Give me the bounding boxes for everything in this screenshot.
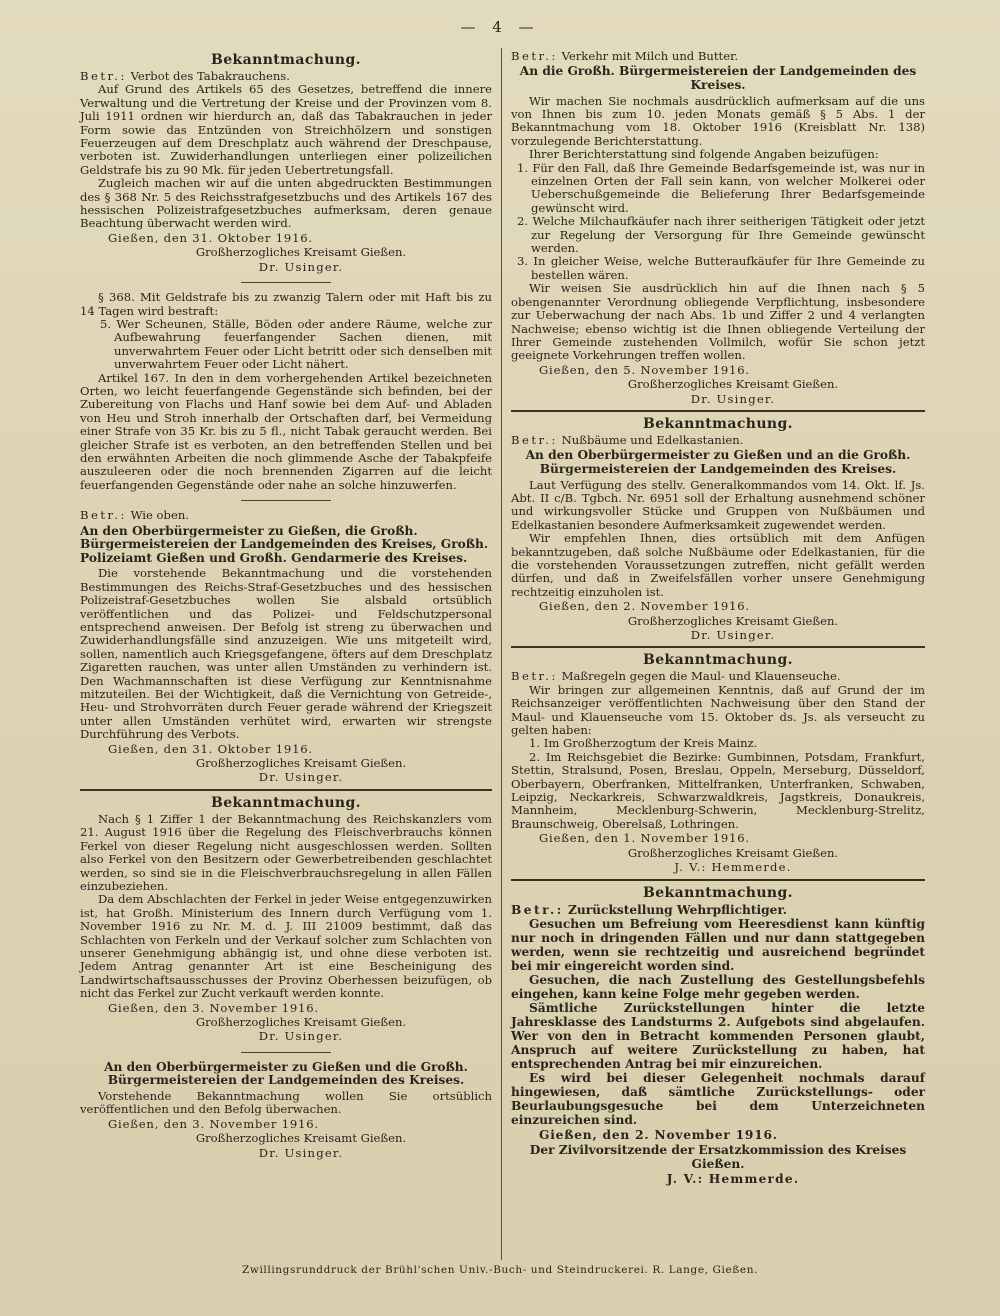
paragraph: Sämtliche Zurückstellungen hinter die letzte Jahresklasse des Landsturms 2. Aufgebots sind abgelaufen. Wer von den in Betracht kommenden Personen glaubt, Anspruch auf weitere Zurückstellung zu haben, hat entsprechenden Antrag bei mir einzureichen.	[511, 1000, 925, 1071]
notice-address: An den Oberbürgermeister zu Gießen und an die Großh. Bürgermeistereien der Landgemeinden des Kreises.	[525, 448, 911, 476]
page-number: — 4 —	[460, 18, 540, 36]
divider	[511, 410, 925, 412]
betr-label: Betr.:	[511, 49, 558, 63]
notice-date: Gießen, den 31. Oktober 1916.	[108, 741, 313, 756]
divider	[511, 879, 925, 881]
betr-text: Zurückstellung Wehrpflichtiger.	[567, 902, 787, 917]
notice-date: Gießen, den 2. November 1916.	[539, 1127, 778, 1142]
notice-date: Gießen, den 1. November 1916.	[539, 831, 750, 846]
notice-milk-butter	[511, 50, 925, 412]
paragraph: Wir machen Sie nochmals ausdrücklich aufmerksam auf die uns von Ihnen bis zum 10. jeden Monats gemäß § 5 Abs. 1 der Bekanntmachung vom 18. Oktober 1916 (Kreisblatt Nr. 138) vorzulegende Berichterstattung.	[511, 93, 925, 148]
paragraph: Zugleich machen wir auf die unten abgedruckten Bestimmungen des § 368 Nr. 5 des Reichsstrafgesetzbuchs und des Artikels 167 des hessischen Polizeistrafgesetzbuches aufmerksam, deren genaue Beachtung überwacht werden wird.	[80, 176, 492, 231]
paragraph: Gesuchen um Befreiung vom Heeresdienst kann künftig nur noch in dringenden Fällen und nur dann stattgegeben werden, wenn sie rechtzeitig und ausreichend begründet bei mir eingereicht worden sind.	[511, 916, 925, 973]
notice-signature: Dr. Usinger.	[690, 628, 776, 642]
notice-heading: Bekanntmachung.	[643, 884, 793, 901]
separator	[241, 1052, 331, 1053]
list-item: 2. Welche Milchaufkäufer nach ihrer seitherigen Tätigkeit oder jetzt zur Regelung der Versorgung für Ihre Gemeinde gewünscht werden.	[517, 214, 925, 256]
paragraph: Ihrer Berichterstattung sind folgende Angaben beizufügen:	[529, 147, 879, 162]
list-item: 2. Im Reichsgebiet die Bezirke: Gumbinnen, Potsdam, Frankfurt, Stettin, Stralsund, Posen, Breslau, Oppeln, Merseburg, Düsseldorf, Oberbayern, Oberfranken, Mittelfranken, Unterfranken, Schwaben, Leipzig, Neckarkreis, Schwarzwaldkreis, Jagstkreis, Donaukreis, Mannheim, Mecklenburg-Schwerin, Mecklenburg-Strelitz, Braunschweig, Oberelsaß, Lothringen.	[511, 749, 925, 831]
paragraph: Nach § 1 Ziffer 1 der Bekanntmachung des Reichskanzlers vom 21. August 1916 über die Regelung des Fleischverbrauchs können Ferkel von dieser Regelung nicht ausgeschlossen werden. Sollten also Ferkel von den Besitzern oder Gewerbetreibenden geschlachtet werden, so sind sie in die Fleischverbrauchsregelung in allen Fällen einzubeziehen.	[80, 811, 492, 893]
betr-label: Betr.:	[511, 432, 558, 447]
betr-label: Betr.:	[511, 902, 564, 917]
printer-imprint: Zwillingsrunddruck der Brühl'schen Univ.-Buch- und Steindruckerei. R. Lange, Gießen.	[241, 1264, 759, 1276]
betr-text: Nußbäume und Edelkastanien.	[561, 432, 744, 447]
notice-subject	[511, 903, 925, 917]
notice-signature: J. V.: Hemmerde.	[666, 1171, 800, 1186]
law-item: 5. Wer Scheunen, Ställe, Böden oder andere Räume, welche zur Aufbewahrung feuerfangender Sachen dienen, mit unverwahrtem Feuer oder Licht betritt oder sich denselben mit unverwahrtem Feuer oder Licht nähert.	[100, 316, 492, 372]
notice-signature: Dr. Usinger.	[690, 391, 776, 406]
notice-authority: Großherzogliches Kreisamt Gießen.	[627, 845, 839, 860]
notice-date: Gießen, den 31. Oktober 1916.	[108, 230, 313, 245]
paragraph: Wir empfehlen Ihnen, dies ortsüblich mit dem Anfügen bekanntzugeben, daß solche Nußbäume oder Edelkastanien, für die die vorstehenden Voraussetzungen zutreffen, nicht gefällt werden dürfen, und daß in Zweifelsfällen vorher unsere Genehmigung rechtzeitig einzuholen ist.	[511, 531, 925, 599]
notice-address: An die Großh. Bürgermeistereien der Landgemeinden des Kreises.	[519, 64, 917, 92]
paragraph: Wir weisen Sie ausdrücklich hin auf die Ihnen nach § 5 obengenannter Verordnung obliegende Verpflichtung, insbesondere zur Ueberwachung der nach Abs. 1b und Ziffer 2 und 4 verlangten Nachweise; ebenso wichtig ist die Ihnen obliegende Verteilung der Ihrer Gemeinde zustehenden Vollmilch, wofür Sie schon jetzt geeignete Vorkehrungen treffen wollen.	[511, 281, 925, 363]
paragraph: Laut Verfügung des stellv. Generalkommandos vom 14. Okt. lf. Js. Abt. II c/B. Tgbch. Nr. 6951 soll der Erhaltung ausnehmend schöner und wirkungsvoller Stücke und Gruppen von Nußbäumen und Edelkastanien besondere Aufmerksamkeit zugewendet werden.	[511, 477, 925, 532]
notice-date: Gießen, den 3. November 1916.	[108, 1116, 319, 1131]
paragraph: Gesuchen, die nach Zustellung des Gestellungsbefehls eingehen, kann keine Folge mehr gegeben werden.	[511, 972, 925, 1001]
betr-label: Betr.:	[80, 508, 127, 523]
paragraph: Wir bringen zur allgemeinen Kenntnis, daß auf Grund der im Reichsanzeiger veröffentlichten Nachweisung über den Stand der Maul- und Klauenseuche vom 15. Oktober ds. Js. als verseucht zu gelten haben:	[511, 682, 925, 738]
notice-subject	[80, 509, 492, 522]
column-divider	[501, 48, 502, 1260]
notice-date: Gießen, den 3. November 1916.	[108, 1000, 319, 1015]
separator	[241, 500, 331, 501]
notice-signature: Dr. Usinger.	[258, 1029, 344, 1044]
notice-subject	[511, 50, 925, 63]
divider	[80, 789, 492, 791]
notice-heading: Bekanntmachung.	[643, 415, 793, 432]
law-paragraph: § 368. Mit Geldstrafe bis zu zwanzig Talern oder mit Haft bis zu 14 Tagen wird bestraft:	[80, 290, 492, 318]
left-column	[80, 50, 492, 1161]
notice-deferment	[511, 885, 925, 1186]
notice-piglets	[80, 795, 492, 1053]
betr-label: Betr.:	[511, 669, 558, 684]
notice-address: An den Oberbürgermeister zu Gießen und die Großh. Bürgermeistereien der Landgemeinden des Kreises.	[104, 1059, 468, 1088]
list-item: 3. In gleicher Weise, welche Butteraufkäufer für Ihre Gemeinde zu bestellen wären.	[517, 254, 925, 282]
notice-authority: Großherzogliches Kreisamt Gießen.	[195, 245, 407, 260]
law-paragraph: Artikel 167. In den in dem vorhergehenden Artikel bezeichneten Orten, wo leicht feuerfangende Gegenstände sich befinden, bei der Zubereitung von Flachs und Hanf sowie bei dem Auf- und Abladen von Heu und Stroh innerhalb der Ortschaften darf, bei Vermeidung einer Strafe von 35 Kr. bis zu 5 fl., nicht Tabak geraucht werden. Bei gleicher Strafe ist es verboten, an den betreffenden Stellen und bei den erwähnten Arbeiten die noch glimmende Asche der Tabakpfeife auszuleeren oder die noch brennenden Zigarren auf die leicht feuerfangenden Gegenstände oder nahe an solche hinzuwerfen.	[80, 370, 492, 492]
paragraph: Es wird bei dieser Gelegenheit nochmals darauf hingewiesen, daß sämtliche Zurückstellungs- oder Beurlaubungsgesuche bei dem Unterzeichneten einzureichen sind.	[511, 1070, 925, 1127]
betr-label: Betr.:	[80, 69, 127, 83]
notice-subject	[511, 670, 925, 683]
notice-date: Gießen, den 2. November 1916.	[539, 599, 750, 614]
notice-subject	[80, 70, 492, 83]
notice-tobacco-ban	[80, 52, 492, 501]
notice-subject	[511, 434, 925, 447]
paragraph: Vorstehende Bekanntmachung wollen Sie ortsüblich veröffentlichen und den Befolg überwachen.	[80, 1088, 492, 1117]
notice-authority: Großherzogliches Kreisamt Gießen.	[195, 756, 407, 771]
notice-authority: Großherzogliches Kreisamt Gießen.	[627, 377, 839, 392]
betr-text: Verbot des Tabakrauchens.	[130, 69, 290, 83]
notice-authority: Großherzogliches Kreisamt Gießen.	[627, 613, 839, 628]
separator	[241, 282, 331, 283]
betr-text: Verkehr mit Milch und Butter.	[561, 49, 739, 63]
divider	[511, 646, 925, 648]
right-column	[511, 50, 925, 1187]
paragraph: Die vorstehende Bekanntmachung und die vorstehenden Bestimmungen des Reichs-Straf-Gesetzbuches und des hessischen Polizeistraf-Gesetzbuches wollen Sie alsbald ortsüblich veröffentlichen und das Polizei- und Feldschutzpersonal entsprechend anweisen. Der Befolg ist streng zu überwachen und Zuwiderhandlungsfälle sind anzuzeigen. Wie uns mitgeteilt wird, sollen, namentlich auch Kriegsgefangene, öfters auf dem Dreschplatz Zigaretten rauchen, was unter allen Umständen zu verhindern ist. Den Wachmannschaften ist diese Verfügung zur Kenntnisnahme mitzuteilen. Bei der Wichtigkeit, daß die Vernichtung von Getreide-, Heu- und Strohvorräten durch Feuer gerade während der Kriegszeit unter allen Umständen verhütet wird, erwarten wir strengste Durchführung des Verbots.	[80, 566, 492, 742]
notice-walnut-trees	[511, 416, 925, 648]
notice-heading: Bekanntmachung.	[211, 794, 361, 811]
notice-piglets-instructions	[80, 1061, 492, 1160]
notice-heading: Bekanntmachung.	[211, 52, 361, 68]
notice-foot-and-mouth	[511, 652, 925, 880]
notice-signature: J. V.: Hemmerde.	[674, 860, 792, 875]
notice-signature: Dr. Usinger.	[258, 259, 344, 274]
paragraph: Da dem Abschlachten der Ferkel in jeder Weise entgegenzuwirken ist, hat Großh. Ministerium des Innern durch Verfügung vom 1. November 1916 zu Nr. M. d. J. III 21009 bestimmt, daß das Schlachten von Ferkeln und der Verkauf solcher zum Schlachten von unserer Genehmigung abhängig ist, und ohne diese verboten ist. Jedem Antrag genannter Art ist eine Bescheinigung des Landwirtschaftsausschusses der Provinz Oberhessen beizufügen, ob nicht das Ferkel zur Zucht verkauft werden konnte.	[80, 892, 492, 1001]
notice-authority: Großherzogliches Kreisamt Gießen.	[195, 1014, 407, 1029]
notice-authority: Großherzogliches Kreisamt Gießen.	[195, 1131, 407, 1146]
paragraph: Auf Grund des Artikels 65 des Gesetzes, betreffend die innere Verwaltung und die Vertretung der Kreise und der Provinzen vom 8. Juli 1911 ordnen wir hierdurch an, daß das Tabakrauchen in jeder Form sowie das Entzünden von Streichhölzern und sonstigen Feuerzeugen auf dem Dreschplatz auch während der Dreschpause, verboten ist. Zuwiderhandlungen unterliegen einer polizeilichen Geldstrafe bis zu 90 Mk. für jeden Uebertretungsfall.	[80, 82, 492, 177]
notice-heading: Bekanntmachung.	[643, 652, 793, 669]
notice-tobacco-instructions	[80, 509, 492, 791]
notice-address: An den Oberbürgermeister zu Gießen, die Großh. Bürgermeistereien der Landgemeinden des Kreises, Großh. Polizeiamt Gießen und Großh. Gendarmerie des Kreises.	[80, 523, 489, 565]
notice-signature: Dr. Usinger.	[258, 770, 344, 785]
list-item: 1. Für den Fall, daß Ihre Gemeinde Bedarfsgemeinde ist, was nur in einzelnen Orten der Fall sein kann, von welcher Molkerei oder Ueberschußgemeinde die Belieferung Ihrer Bedarfsgemeinde gewünscht wird.	[517, 160, 925, 215]
notice-signature: Dr. Usinger.	[258, 1145, 344, 1160]
notice-date: Gießen, den 5. November 1916.	[539, 362, 750, 377]
list-item: 1. Im Großherzogtum der Kreis Mainz.	[529, 736, 758, 751]
betr-text: Wie oben.	[130, 508, 189, 523]
betr-text: Maßregeln gegen die Maul- und Klauenseuche.	[561, 669, 841, 684]
notice-authority: Der Zivilvorsitzende der Ersatzkommission des Kreises Gießen.	[529, 1142, 907, 1171]
